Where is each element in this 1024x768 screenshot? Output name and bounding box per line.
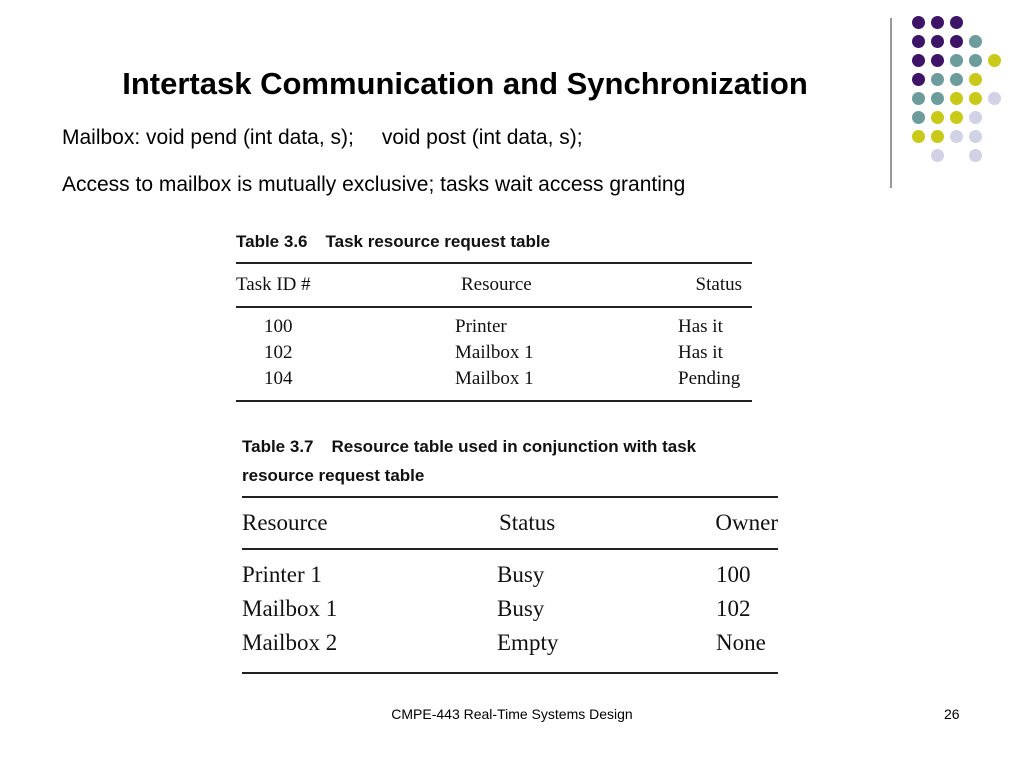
header-status: Status — [695, 274, 742, 295]
decor-dot — [931, 149, 944, 162]
decor-dot — [969, 130, 982, 143]
status-cell: Has it — [678, 316, 723, 337]
owner-cell: 100 — [716, 562, 751, 587]
decor-dot — [931, 73, 944, 86]
mailbox-pend-text: Mailbox: void pend (int data, s); — [62, 126, 354, 149]
decor-dot — [950, 16, 963, 29]
status-cell: Busy — [497, 596, 545, 621]
header-task-id: Task ID # — [236, 274, 311, 295]
table-row — [236, 314, 752, 340]
table-caption — [242, 432, 778, 490]
decor-dot — [969, 149, 982, 162]
header-resource: Resource — [461, 274, 532, 295]
table-caption-text: Resource table used in conjunction with task — [331, 437, 697, 456]
decor-dot — [988, 92, 1001, 105]
table-caption-line — [242, 432, 778, 461]
table-row — [242, 592, 778, 626]
status-cell: Pending — [678, 368, 741, 389]
table-bottom-rule — [242, 672, 778, 674]
decor-dot — [950, 35, 963, 48]
status-cell: Has it — [678, 342, 723, 363]
table-header-row — [236, 264, 752, 306]
owner-cell: 102 — [716, 596, 751, 621]
task-id-cell: 100 — [264, 316, 293, 337]
decor-dot — [969, 92, 982, 105]
header-owner: Owner — [715, 510, 778, 535]
decor-dot — [950, 111, 963, 124]
decor-dot — [969, 73, 982, 86]
decor-dot — [950, 73, 963, 86]
table-row — [242, 626, 778, 660]
owner-cell: None — [716, 630, 766, 655]
slide-title: Intertask Communication and Synchronization — [122, 66, 808, 101]
decor-dot — [912, 111, 925, 124]
header-resource: Resource — [242, 510, 328, 535]
decor-dot — [931, 35, 944, 48]
decor-dot — [912, 16, 925, 29]
table-caption-text: Task resource request table — [325, 232, 551, 251]
decor-dot — [969, 111, 982, 124]
table-body — [242, 550, 778, 672]
page-number: 26 — [944, 706, 960, 722]
table-row — [236, 340, 752, 366]
decor-dot — [950, 92, 963, 105]
decor-dot — [969, 54, 982, 67]
table-number: Table 3.6 — [236, 232, 308, 251]
task-id-cell: 104 — [264, 368, 293, 389]
task-resource-request-table — [236, 232, 752, 402]
table-row — [242, 558, 778, 592]
resource-cell: Printer 1 — [242, 562, 322, 587]
decor-dot — [969, 35, 982, 48]
table-row — [236, 366, 752, 392]
table-bottom-rule — [236, 400, 752, 402]
title-divider-line — [890, 18, 892, 188]
footer-course-title: CMPE-443 Real-Time Systems Design — [391, 706, 633, 722]
decor-dot — [931, 92, 944, 105]
decor-dot — [988, 54, 1001, 67]
table-caption — [236, 232, 752, 252]
table-number: Table 3.7 — [242, 437, 314, 456]
resource-cell: Mailbox 1 — [455, 342, 534, 363]
resource-cell: Mailbox 1 — [242, 596, 338, 621]
decor-dot — [931, 16, 944, 29]
access-note: Access to mailbox is mutually exclusive; tasks wait access granting — [62, 173, 686, 196]
resource-cell: Printer — [455, 316, 507, 337]
task-id-cell: 102 — [264, 342, 293, 363]
decor-dot — [931, 130, 944, 143]
decor-dot — [931, 111, 944, 124]
table-body — [236, 308, 752, 400]
decor-dot — [931, 54, 944, 67]
resource-cell: Mailbox 2 — [242, 630, 338, 655]
status-cell: Busy — [497, 562, 545, 587]
decor-dot — [950, 130, 963, 143]
resource-table — [242, 432, 778, 674]
resource-cell: Mailbox 1 — [455, 368, 534, 389]
header-status: Status — [499, 510, 556, 535]
decor-dot — [912, 130, 925, 143]
decor-dot — [912, 35, 925, 48]
table-header-row — [242, 498, 778, 548]
status-cell: Empty — [497, 630, 559, 655]
mailbox-post-text: void post (int data, s); — [381, 126, 583, 149]
mailbox-api-line — [62, 126, 583, 150]
table-caption-line: resource request table — [242, 466, 425, 485]
decor-dot — [950, 54, 963, 67]
